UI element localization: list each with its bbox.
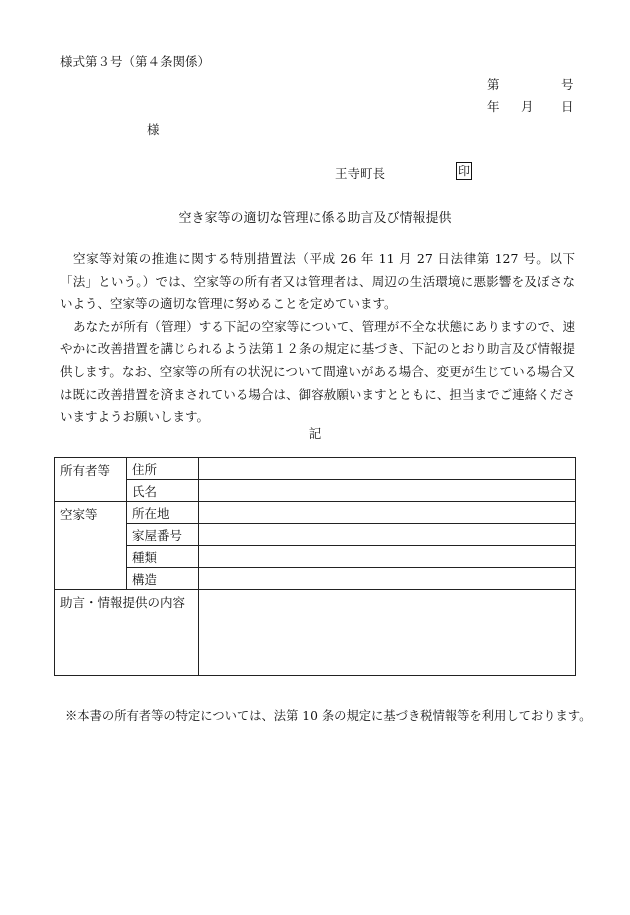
- date-year-label: 年: [487, 99, 500, 114]
- table-row: [55, 458, 576, 480]
- house-number-field[interactable]: [199, 524, 576, 546]
- body-paragraph-1: 空家等対策の推進に関する特別措置法（平成 26 年 11 月 27 日法律第 127 号。以下「法」という。）では、空家等の所有者又は管理者は、周辺の生活環境に悪影響を及ぼさないよう、空家等の適切な管理に努めることを定めています。: [60, 251, 575, 312]
- sender-name: 王寺町長: [335, 166, 386, 181]
- document-number-label: 第: [487, 77, 500, 92]
- owner-name-field[interactable]: [199, 480, 576, 502]
- document-number-suffix: 号: [561, 77, 574, 92]
- advice-label: 助言・情報提供の内容: [55, 590, 199, 676]
- form-number: 様式第３号（第４条関係）: [60, 54, 211, 69]
- location-field[interactable]: [199, 502, 576, 524]
- table-row: [55, 502, 576, 524]
- date-month-label: 月: [521, 99, 534, 114]
- table-row: [55, 568, 576, 590]
- table-row: [55, 480, 576, 502]
- owner-group-label: 所有者等: [55, 458, 127, 502]
- table-row: [55, 590, 576, 676]
- owner-address-field[interactable]: [199, 458, 576, 480]
- owner-name-label: 氏名: [127, 480, 199, 502]
- table-row: [55, 546, 576, 568]
- structure-label: 構造: [127, 568, 199, 590]
- ki-heading: 記: [308, 426, 322, 441]
- kind-field[interactable]: [199, 546, 576, 568]
- info-table: [54, 457, 576, 676]
- table-row: [55, 524, 576, 546]
- date-day-label: 日: [561, 99, 574, 114]
- owner-address-label: 住所: [127, 458, 199, 480]
- kind-label: 種類: [127, 546, 199, 568]
- footnote: ※本書の所有者等の特定については、法第 10 条の規定に基づき税情報等を利用しております。: [65, 709, 592, 723]
- body-text: [60, 248, 575, 429]
- seal-mark: 印: [458, 164, 471, 178]
- advice-field[interactable]: [199, 590, 576, 676]
- structure-field[interactable]: [199, 568, 576, 590]
- body-paragraph-2: あなたが所有（管理）する下記の空家等について、管理が不全な状態にありますので、速やかに改善措置を講じられるよう法第１２条の規定に基づき、下記のとおり助言及び情報提供します。なお、空家等の所有の状況について間違いがある場合、変更が生じている場合又は既に改善措置を済まされている場合は、御容赦願いますとともに、担当までご連絡くださいますようお願いします。: [60, 318, 575, 425]
- document-title: 空き家等の適切な管理に係る助言及び情報提供: [178, 211, 452, 226]
- addressee-honorific: 様: [147, 122, 160, 137]
- house-group-label: 空家等: [55, 502, 127, 590]
- location-label: 所在地: [127, 502, 199, 524]
- house-number-label: 家屋番号: [127, 524, 199, 546]
